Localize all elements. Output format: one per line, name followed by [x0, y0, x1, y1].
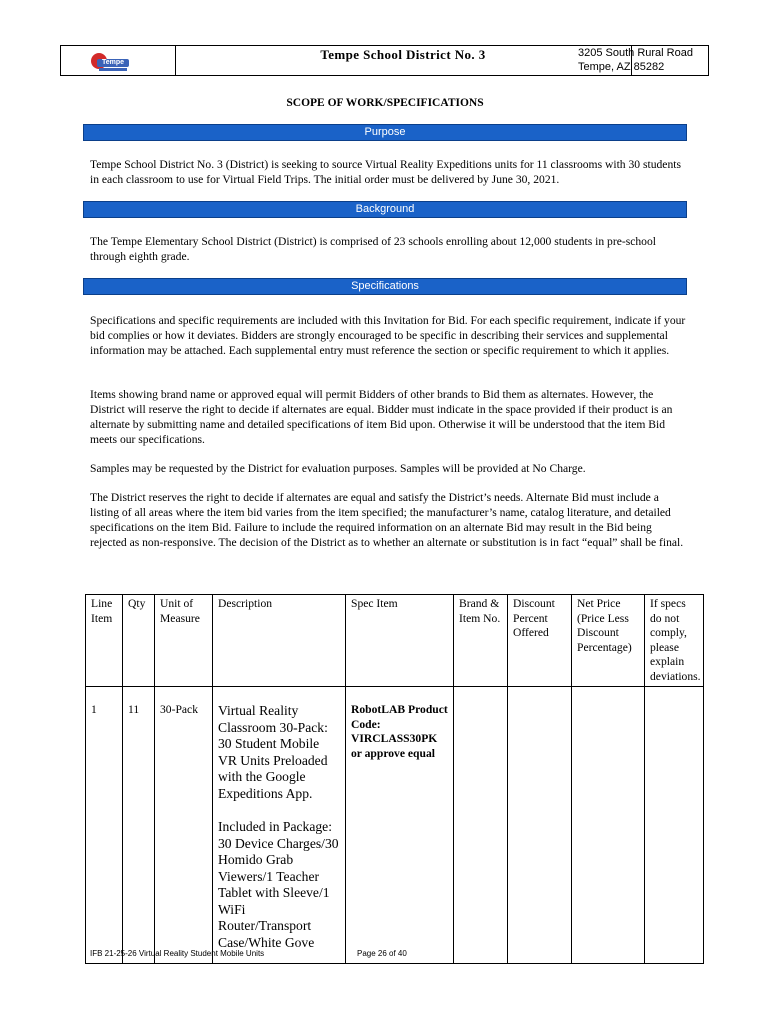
address-line-2: Tempe, AZ 85282	[578, 61, 665, 73]
row-line-number: 1	[86, 687, 123, 964]
district-name: Tempe School District No. 3	[175, 46, 632, 75]
address-line-1: 3205 South Rural Road	[578, 47, 693, 59]
col-header-discount: Discount Percent Offered	[508, 595, 572, 687]
col-header-brand: Brand & Item No.	[454, 595, 508, 687]
col-header-description: Description	[213, 595, 346, 687]
spec-paragraph-1: Specifications and specific requirements are included with this Invitation for Bid. For each specific requirement, indicate if your bid complies or how it deviates. Bidders are strongly encouraged to be specific in describing their services and supplemental information may be attached. Each supplemental entry must reference the section or specific requirement to which it applies.	[90, 314, 686, 357]
row-brand-input[interactable]	[454, 687, 508, 964]
document-header	[60, 45, 709, 76]
background-heading: Background	[83, 201, 687, 218]
bid-table-header-row	[86, 595, 704, 687]
bid-table	[85, 594, 704, 964]
row-discount-input[interactable]	[508, 687, 572, 964]
footer-page-number: Page 26 of 40	[357, 949, 407, 958]
specifications-heading: Specifications	[83, 278, 687, 295]
spec-paragraph-4: The District reserves the right to decide if alternates are equal and satisfy the District’s needs. Alternate Bid must include a listing of all areas where the item bid varies from the item specified; the manufacturer’s name, catalog literature, and detailed specifications on the item Bid. Failure to include the required information on an alternate Bid may result in the Bid being rejected as non-responsive. The decision of the District as to whether an alternate or substitution is in fact “equal” shall be final.	[90, 491, 684, 549]
logo-text: Tempe	[97, 59, 129, 67]
row-spec-item: RobotLAB Product Code: VIRCLASS30PK or approve equal	[346, 687, 454, 964]
row-description-main: Virtual Reality Classroom 30-Pack: 30 Student Mobile VR Units Preloaded with the Google Expeditions App.	[218, 703, 328, 801]
row-unit: 30-Pack	[155, 687, 213, 964]
col-header-qty: Qty	[123, 595, 155, 687]
purpose-text: Tempe School District No. 3 (District) is seeking to source Virtual Reality Expeditions units for 11 classrooms with 30 students in each classroom to use for Virtual Field Trips. The initial order must be delivered by June 30, 2021.	[90, 158, 681, 186]
spec-paragraph-2: Items showing brand name or approved equal will permit Bidders of other brands to Bid them as alternates. However, the District will reserve the right to decide if alternates are equal. Bidder must indicate in the space provided if their product is an alternate by submitting name and detailed specifications of item Bid upon. Otherwise it will be understood that the item Bid meets our specifications.	[90, 388, 673, 446]
col-header-deviations: If specs do not comply, please explain deviations.	[645, 595, 704, 687]
row-description-included: Included in Package: 30 Device Charges/30 Homido Grab Viewers/1 Teacher Tablet with Sleeve/1 WiFi Router/Transport Case/White Gove	[218, 819, 339, 950]
background-text: The Tempe Elementary School District (District) is comprised of 23 schools enrolling about 12,000 students in pre-school through eighth grade.	[90, 235, 656, 263]
tempe-district-logo	[89, 50, 131, 74]
col-header-unit: Unit of Measure	[155, 595, 213, 687]
row-qty: 11	[123, 687, 155, 964]
purpose-heading: Purpose	[83, 124, 687, 141]
col-header-net-price: Net Price (Price Less Discount Percentage)	[572, 595, 645, 687]
col-header-line-item: Line Item	[86, 595, 123, 687]
district-address	[578, 46, 708, 75]
document-title: SCOPE OF WORK/SPECIFICATIONS	[286, 97, 484, 109]
spec-paragraph-3: Samples may be requested by the District for evaluation purposes. Samples will be provided at No Charge.	[90, 462, 586, 475]
logo-underline	[99, 68, 127, 71]
row-deviations-input[interactable]	[645, 687, 704, 964]
row-description	[213, 687, 346, 964]
col-header-spec-item: Spec Item	[346, 595, 454, 687]
footer-document-id: IFB 21-25-26 Virtual Reality Student Mobile Units	[90, 949, 265, 958]
table-row	[86, 687, 704, 964]
row-net-price-input[interactable]	[572, 687, 645, 964]
logo-cell	[61, 46, 176, 75]
